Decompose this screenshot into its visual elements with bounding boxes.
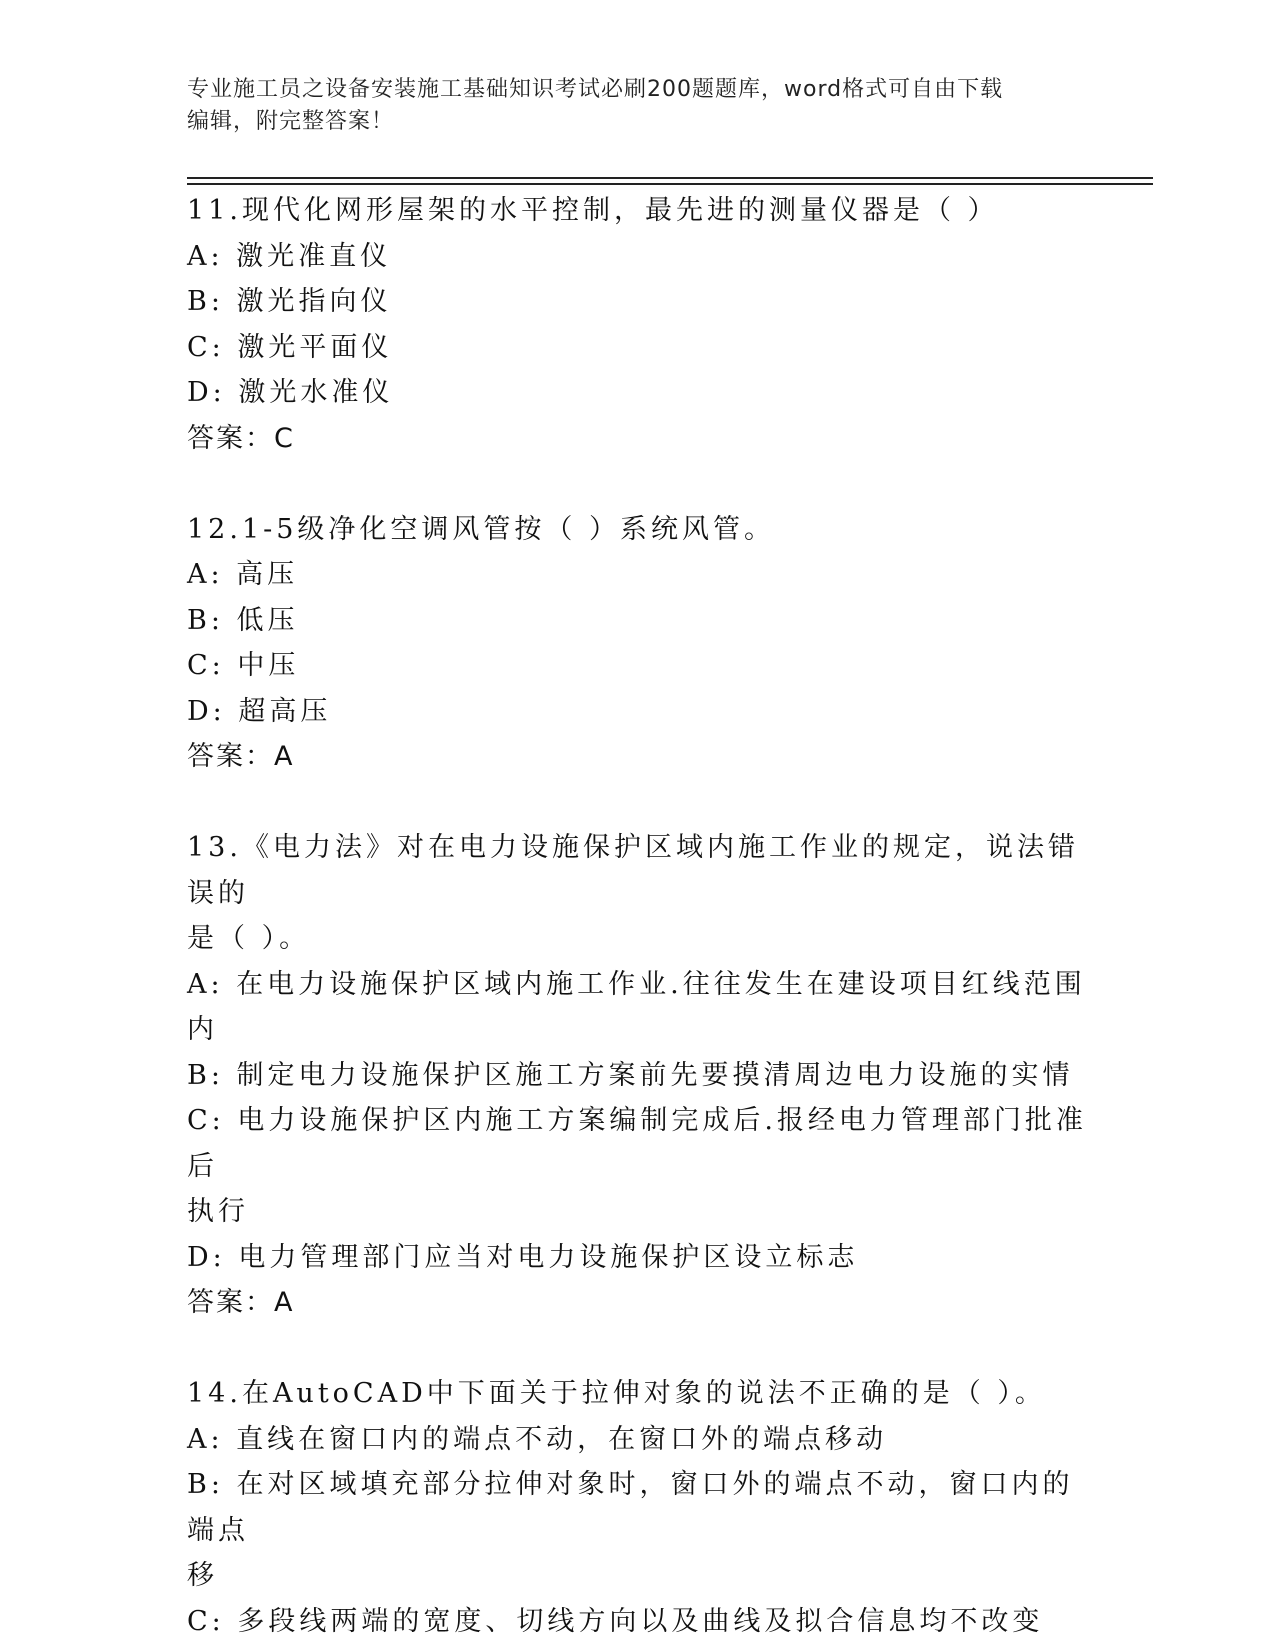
question-gap [187,780,1087,826]
header-divider-top [187,177,1153,179]
question-gap [187,461,1087,507]
answer: 答案：C [187,422,295,454]
option-b: B: 制定电力设施保护区施工方案前先要摸清周边电力设施的实情 [187,1059,1074,1091]
option-a: A: 在电力设施保护区域内施工作业.往往发生在建设项目红线范围内 [187,968,1086,1045]
header-divider-bottom [187,183,1153,185]
header-line-2: 编辑，附完整答案！ [187,109,395,134]
option-d: D: 超高压 [187,695,332,727]
option-b-continued: 移 [187,1560,218,1591]
answer: 答案：A [187,1287,295,1318]
option-c-continued: 执行 [187,1196,249,1227]
option-c: C: 激光平面仪 [187,331,393,363]
question-list [187,188,1087,1644]
option-c: C: 多段线两端的宽度、切线方向以及曲线及拟合信息均不改变 [187,1605,1044,1637]
question-stem: 13.《电力法》对在电力设施保护区域内施工作业的规定，说法错误的 [187,832,1079,909]
question-stem-continued: 是（ ）。 [187,923,311,954]
option-c: C: 中压 [187,650,300,681]
question-11 [187,188,1087,461]
option-b: B: 在对区域填充部分拉伸对象时，窗口外的端点不动，窗口内的端点 [187,1469,1074,1546]
question-gap [187,1326,1087,1372]
option-d: D: 激光水准仪 [187,377,394,408]
option-a: A: 直线在窗口内的端点不动，在窗口外的端点移动 [187,1423,888,1455]
question-stem: 11.现代化网形屋架的水平控制，最先进的测量仪器是（ ） [187,195,999,226]
header-line-1: 专业施工员之设备安装施工基础知识考试必刷200题题库，word格式可自由下载 [187,77,1004,102]
question-14 [187,1371,1087,1644]
question-12 [187,507,1087,780]
question-stem: 14.在AutoCAD中下面关于拉伸对象的说法不正确的是（ ）。 [187,1378,1046,1409]
question-stem: 12.1-5级净化空调风管按（ ）系统风管。 [187,513,776,545]
option-b: B: 激光指向仪 [187,286,392,317]
option-b: B: 低压 [187,604,299,636]
question-13 [187,825,1087,1326]
answer: 答案：A [187,741,295,772]
document-header [187,74,1067,138]
option-a: A: 高压 [187,559,299,590]
option-a: A: 激光准直仪 [187,240,392,272]
option-d: D: 电力管理部门应当对电力设施保护区设立标志 [187,1241,859,1273]
option-c: C: 电力设施保护区内施工方案编制完成后.报经电力管理部门批准后 [187,1105,1087,1182]
